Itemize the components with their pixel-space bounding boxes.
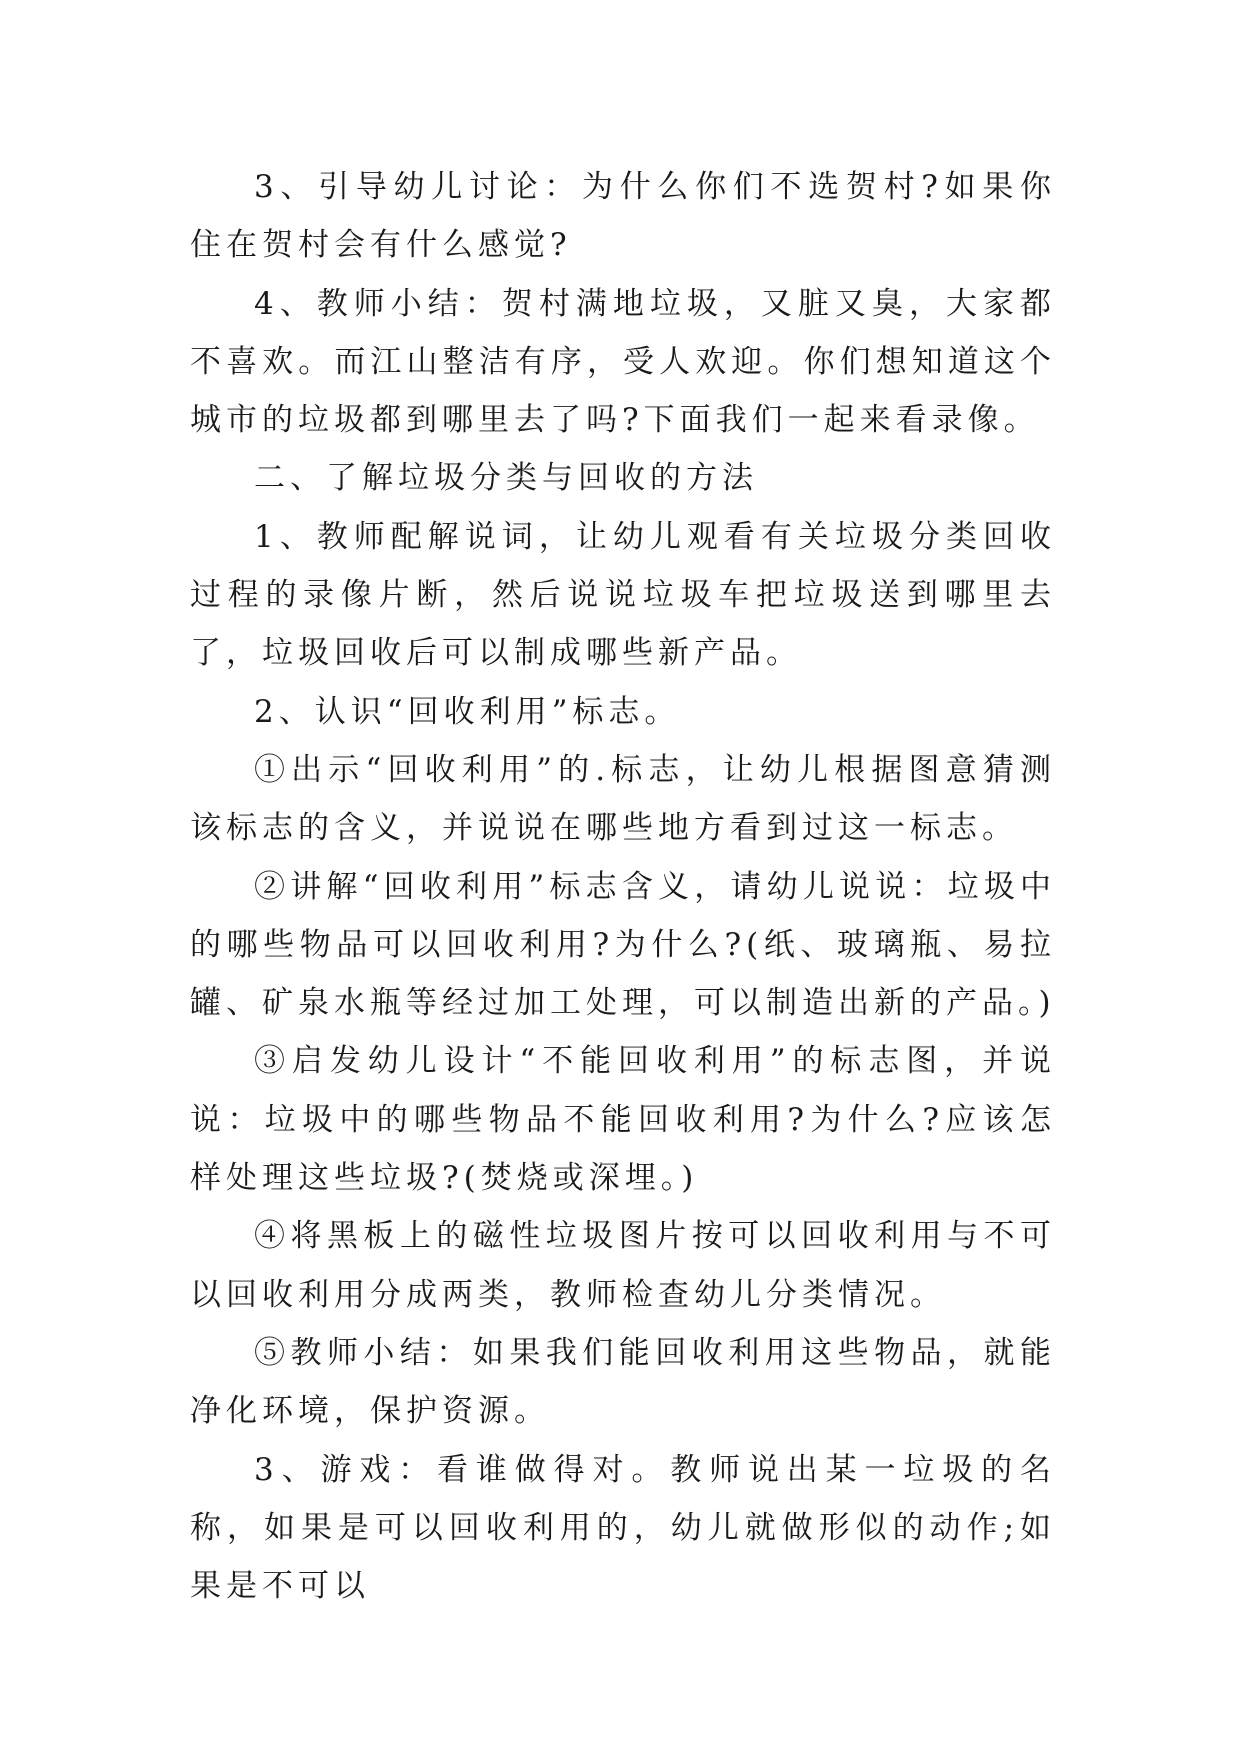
paragraph-teacher-summary: 4、教师小结：贺村满地垃圾，又脏又臭，大家都不喜欢。而江山整洁有序，受人欢迎。你们想知道这个城市的垃圾都到哪里去了吗?下面我们一起来看录像。 (190, 285, 1056, 439)
list-item-design-sign: ③启发幼儿设计“不能回收利用”的标志图，并说说：垃圾中的哪些物品不能回收利用?为什么?应该怎样处理这些垃圾?(焚烧或深埋。) (190, 1043, 1056, 1197)
document-body (190, 158, 1056, 1615)
list-item-summary: ⑤教师小结：如果我们能回收利用这些物品，就能净化环境，保护资源。 (190, 1334, 1056, 1430)
list-item-explain-sign: ②讲解“回收利用”标志含义，请幼儿说说：垃圾中的哪些物品可以回收利用?为什么?(纸、玻璃瓶、易拉罐、矿泉水瓶等经过加工处理，可以制造出新的产品。) (190, 868, 1056, 1022)
list-item-classify-pictures: ④将黑板上的磁性垃圾图片按可以回收利用与不可以回收利用分成两类，教师检查幼儿分类情况。 (190, 1218, 1056, 1313)
paragraph-video-watching: 1、教师配解说词，让幼儿观看有关垃圾分类回收过程的录像片断，然后说说垃圾车把垃圾送到哪里去了，垃圾回收后可以制成哪些新产品。 (190, 518, 1056, 672)
paragraph-recycle-sign: 2、认识“回收利用”标志。 (254, 693, 681, 730)
section-heading-sorting-methods: 二、了解垃圾分类与回收的方法 (254, 460, 758, 497)
paragraph-game: 3、游戏：看谁做得对。教师说出某一垃圾的名称，如果是可以回收利用的，幼儿就做形似的动作;如果是不可以 (190, 1451, 1056, 1605)
paragraph-discussion: 3、引导幼儿讨论：为什么你们不选贺村?如果你住在贺村会有什么感觉? (190, 169, 1056, 264)
list-item-show-sign: ①出示“回收利用”的.标志，让幼儿根据图意猜测该标志的含义，并说说在哪些地方看到过这一标志。 (190, 751, 1056, 847)
